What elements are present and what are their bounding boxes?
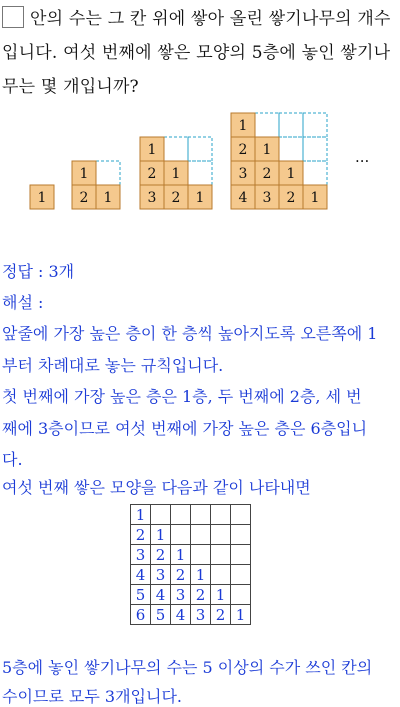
table-cell xyxy=(231,505,251,525)
question-line-2: 입니다. 여섯 번째에 쌓은 모양의 5층에 놓인 쌓기나 xyxy=(2,43,391,63)
table-cell: 4 xyxy=(131,565,151,585)
table-cell: 6 xyxy=(131,605,151,625)
empty-cell xyxy=(303,137,327,161)
table-cell xyxy=(231,525,251,545)
empty-cell xyxy=(303,113,327,137)
block-count-label: 1 xyxy=(147,142,157,158)
table-cell: 2 xyxy=(171,565,191,585)
block-count-label: 1 xyxy=(262,142,272,158)
conclusion-line-2: 수이므로 모두 3개입니다. xyxy=(2,687,182,706)
table-cell xyxy=(171,505,191,525)
block-count-label: 1 xyxy=(79,166,89,182)
block-count-label: 2 xyxy=(286,190,296,206)
table-cell: 1 xyxy=(191,565,211,585)
block-count-label: 1 xyxy=(103,190,113,206)
table-cell xyxy=(231,565,251,585)
table-cell xyxy=(171,525,191,545)
table-cell: 2 xyxy=(131,525,151,545)
table-cell: 2 xyxy=(191,585,211,605)
table-row xyxy=(131,505,251,525)
block-count-label: 2 xyxy=(238,142,248,158)
block-count-label: 1 xyxy=(195,190,205,206)
table-row xyxy=(131,545,251,565)
stack-1 xyxy=(30,185,54,209)
explanation-line-4: 째에 3층이므로 여섯 번째에 가장 높은 층은 6층입니 xyxy=(2,419,368,438)
block-count-label: 3 xyxy=(238,166,248,182)
question-line-1: 안의 수는 그 칸 위에 쌓아 올린 쌓기나무의 개수 xyxy=(30,9,391,29)
table-cell xyxy=(191,505,211,525)
stack-4 xyxy=(231,113,327,209)
block-count-label: 2 xyxy=(171,190,181,206)
stack-2 xyxy=(72,161,120,209)
empty-cell xyxy=(188,137,212,161)
block-stack-figure xyxy=(0,98,400,218)
empty-cell xyxy=(164,137,188,161)
sixth-shape-table xyxy=(130,504,251,625)
table-cell: 3 xyxy=(131,545,151,565)
explanation-line-2: 부터 차례대로 놓는 규칙입니다. xyxy=(2,356,224,375)
ellipsis: ... xyxy=(355,148,370,166)
table-cell: 1 xyxy=(211,585,231,605)
block-count-label: 1 xyxy=(171,166,181,182)
table-cell: 2 xyxy=(151,545,171,565)
explanation-line-3: 첫 번째에 가장 높은 층은 1층, 두 번째에 2층, 세 번 xyxy=(2,387,362,406)
answer-blank-box xyxy=(2,6,24,28)
block-count-label: 4 xyxy=(238,190,248,206)
table-cell: 4 xyxy=(151,585,171,605)
question-line-3: 무는 몇 개입니까? xyxy=(2,77,139,97)
table-row xyxy=(131,605,251,625)
explanation-line-6: 여섯 번째 쌓은 모양을 다음과 같이 나타내면 xyxy=(2,478,311,497)
block-count-label: 1 xyxy=(238,118,248,134)
conclusion-line-1: 5층에 놓인 쌓기나무의 수는 5 이상의 수가 쓰인 칸의 xyxy=(2,658,373,677)
table-cell: 3 xyxy=(191,605,211,625)
explanation-line-5: 다. xyxy=(2,450,23,469)
table-cell: 3 xyxy=(171,585,191,605)
block-count-label: 3 xyxy=(147,190,157,206)
empty-cell xyxy=(188,161,212,185)
stack-3 xyxy=(140,137,212,209)
table-cell xyxy=(211,525,231,545)
table-cell: 2 xyxy=(211,605,231,625)
block-count-label: 2 xyxy=(262,166,272,182)
table-cell: 4 xyxy=(171,605,191,625)
table-cell: 1 xyxy=(231,605,251,625)
table-cell xyxy=(211,545,231,565)
block-count-label: 2 xyxy=(147,166,157,182)
block-count-label: 3 xyxy=(262,190,272,206)
block-count-label: 2 xyxy=(79,190,89,206)
table-row xyxy=(131,585,251,605)
table-row xyxy=(131,525,251,545)
table-cell xyxy=(191,545,211,565)
block-count-label: 1 xyxy=(286,166,296,182)
table-cell xyxy=(211,505,231,525)
empty-cell xyxy=(303,161,327,185)
table-cell: 3 xyxy=(151,565,171,585)
explanation-line-1: 앞줄에 가장 높은 층이 한 층씩 높아지도록 오른쪽에 1 xyxy=(2,324,378,343)
empty-cell xyxy=(96,161,120,185)
table-cell xyxy=(211,565,231,585)
table-cell: 5 xyxy=(131,585,151,605)
explanation-label: 해설 : xyxy=(2,293,44,312)
empty-cell xyxy=(279,137,303,161)
empty-cell xyxy=(279,113,303,137)
empty-cell xyxy=(255,113,279,137)
table-row xyxy=(131,565,251,585)
table-cell xyxy=(231,585,251,605)
table-cell xyxy=(151,505,171,525)
table-cell: 1 xyxy=(171,545,191,565)
table-cell: 5 xyxy=(151,605,171,625)
table-cell xyxy=(191,525,211,545)
table-cell: 1 xyxy=(151,525,171,545)
table-cell xyxy=(231,545,251,565)
block-count-label: 1 xyxy=(310,190,320,206)
block-count-label: 1 xyxy=(37,190,47,206)
answer-label: 정답 : 3개 xyxy=(2,262,75,281)
table-cell: 1 xyxy=(131,505,151,525)
